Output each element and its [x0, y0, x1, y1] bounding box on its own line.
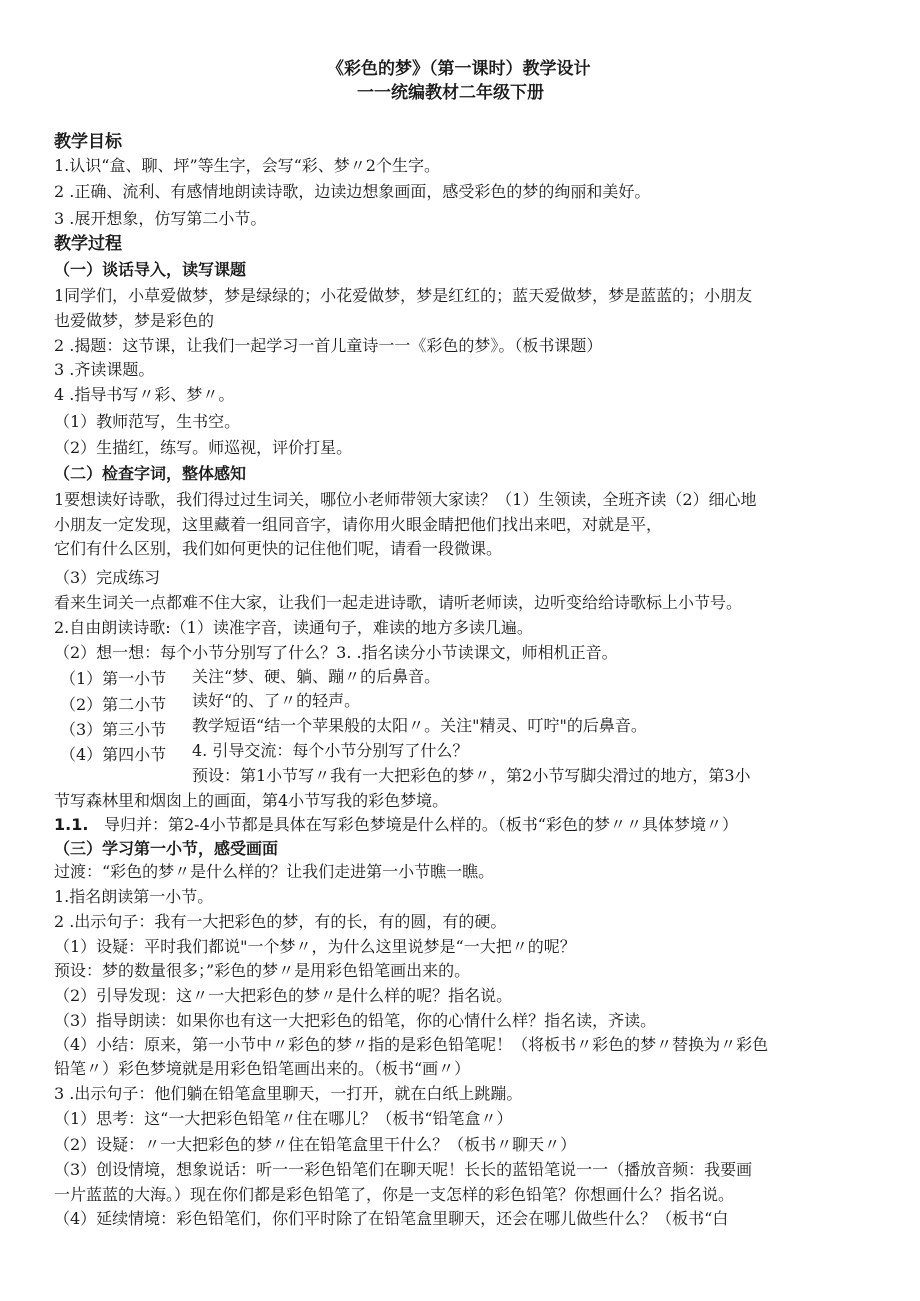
paragraph: 2 .出示句子：我有一大把彩色的梦，有的长，有的圆，有的硬。	[54, 912, 507, 931]
paragraph: 一片蓝蓝的大海。）现在你们都是彩色铅笔了，你是一支怎样的彩色铅笔？你想画什么？指名说。	[54, 1185, 735, 1204]
paragraph: 3 .出示句子：他们躺在铅笔盒里聊天，一打开，就在白纸上跳蹦。	[54, 1084, 523, 1103]
summary-number: 1.1.	[54, 815, 89, 834]
paragraph: （4）小结：原来，第一小节中〃彩色的梦〃指的是彩色铅笔呢！（将板书〃彩色的梦〃替换为〃彩色	[54, 1035, 769, 1054]
section-2-heading: （二）检查字词，整体感知	[54, 464, 247, 483]
paragraph: （2）想一想：每个小节分别写了什么？3. .指名读分小节读课文，师相机正音。	[54, 643, 618, 662]
subsection-note: 关注“梦、硬、躺、蹦〃的后鼻音。	[192, 667, 441, 686]
paragraph: 2.自由朗读诗歌:（1）读准字音，读通句子，难读的地方多读几遍。	[54, 618, 533, 637]
paragraph: （2）生描红，练写。师巡视，评价打星。	[54, 438, 353, 457]
paragraph: （3）创设情境，想象说话：听一一彩色铅笔们在聊天呢！长长的蓝铅笔说一一（播放音频：我要画	[54, 1160, 753, 1179]
subsection-note: 教学短语“结一个苹果般的太阳〃。关注"精灵、叮咛"的后鼻音。	[192, 716, 647, 735]
paragraph: 铅笔〃）彩色梦境就是用彩色铅笔画出来的。（板书“画〃）	[54, 1059, 471, 1078]
paragraph: （4）延续情境：彩色铅笔们，你们平时除了在铅笔盒里聊天，还会在哪儿做些什么？（板书“白	[54, 1209, 729, 1228]
subsection-label: （1）第一小节	[60, 669, 167, 688]
subsection-note: 4. 引导交流：每个小节分别写了什么？	[192, 741, 469, 760]
paragraph: 预设：第1小节写〃我有一大把彩色的梦〃，第2小节写脚尖滑过的地方，第3小	[192, 766, 751, 785]
paragraph: 过渡：“彩色的梦〃是什么样的？让我们走进第一小节瞧一瞧。	[54, 862, 495, 881]
objective-item: 2 .正确、流利、有感情地朗读诗歌，边读边想象画面，感受彩色的梦的绚丽和美好。	[54, 182, 651, 201]
paragraph: 2 .揭题：这节课，让我们一起学习一首儿童诗一一《彩色的梦》。（板书课题）	[54, 336, 603, 355]
paragraph: 小朋友一定发现，这里藏着一组同音字，请你用火眼金睛把他们找出来吧，对就是平，	[54, 515, 663, 534]
objectives-heading: 教学目标	[54, 132, 122, 152]
paragraph: （3）指导朗读：如果你也有这一大把彩色的铅笔，你的心情什么样？指名读，齐读。	[54, 1011, 657, 1030]
paragraph: （2）引导发现：这〃一大把彩色的梦〃是什么样的呢？指名说。	[54, 986, 513, 1005]
section-1-heading: （一）谈话导入，读写课题	[54, 260, 247, 279]
subsection-label: （4）第四小节	[60, 745, 167, 764]
paragraph: 导归并：第2-4小节都是具体在写彩色梦境是什么样的。（板书“彩色的梦〃〃具体梦境〃）	[104, 815, 738, 834]
paragraph: 也爱做梦，梦是彩色的	[54, 311, 215, 330]
paragraph: 4 .指导书写〃彩、梦〃。	[54, 385, 235, 404]
paragraph: 1要想读好诗歌，我们得过过生词关，哪位小老师带领大家读？（1）生领读，全班齐读（2）细心地	[54, 490, 757, 509]
paragraph: 节写森林里和烟囱上的画面，第4小节写我的彩色梦境。	[54, 791, 449, 810]
section-3-heading: （三）学习第一小节，感受画面	[54, 839, 279, 858]
objective-item: 1.认识“盒、聊、坪”等生字，会写“彩、梦〃2个生字。	[54, 156, 440, 175]
document-title: 《彩色的梦》（第一课时）教学设计	[327, 59, 591, 79]
paragraph: （1）设疑：平时我们都说"一个梦〃，为什么这里说梦是“一大把〃的呢？	[54, 937, 576, 956]
paragraph: 看来生词关一点都难不住大家，让我们一起走进诗歌，请听老师读，边听变给给诗歌标上小节号。	[54, 593, 743, 612]
paragraph: 3 .齐读课题。	[54, 360, 155, 379]
subsection-note: 读好“的、了〃的轻声。	[192, 691, 361, 710]
subsection-label: （3）第三小节	[60, 720, 167, 739]
document-subtitle: 一一统编教材二年级下册	[357, 83, 544, 103]
paragraph: 它们有什么区别，我们如何更快的记住他们呢，请看一段微课。	[54, 539, 503, 558]
paragraph: （1）教师范写，生书空。	[54, 412, 241, 431]
process-heading: 教学过程	[54, 234, 122, 254]
subsection-label: （2）第二小节	[60, 695, 167, 714]
paragraph: （2）设疑：〃一大把彩色的梦〃住在铅笔盒里干什么？（板书〃聊天〃）	[54, 1135, 577, 1154]
paragraph: 1.指名朗读第一小节。	[54, 887, 214, 906]
objective-item: 3 .展开想象，仿写第二小节。	[54, 209, 267, 228]
paragraph: 1同学们，小草爱做梦，梦是绿绿的；小花爱做梦，梦是红红的；蓝天爱做梦，梦是蓝蓝的；小朋友	[54, 286, 753, 305]
paragraph: （1）思考：这“一大把彩色铅笔〃住在哪儿？（板书“铅笔盒〃）	[54, 1109, 513, 1128]
paragraph: （3）完成练习	[54, 568, 161, 587]
paragraph: 预设：梦的数量很多；”彩色的梦〃是用彩色铅笔画出来的。	[54, 961, 471, 980]
